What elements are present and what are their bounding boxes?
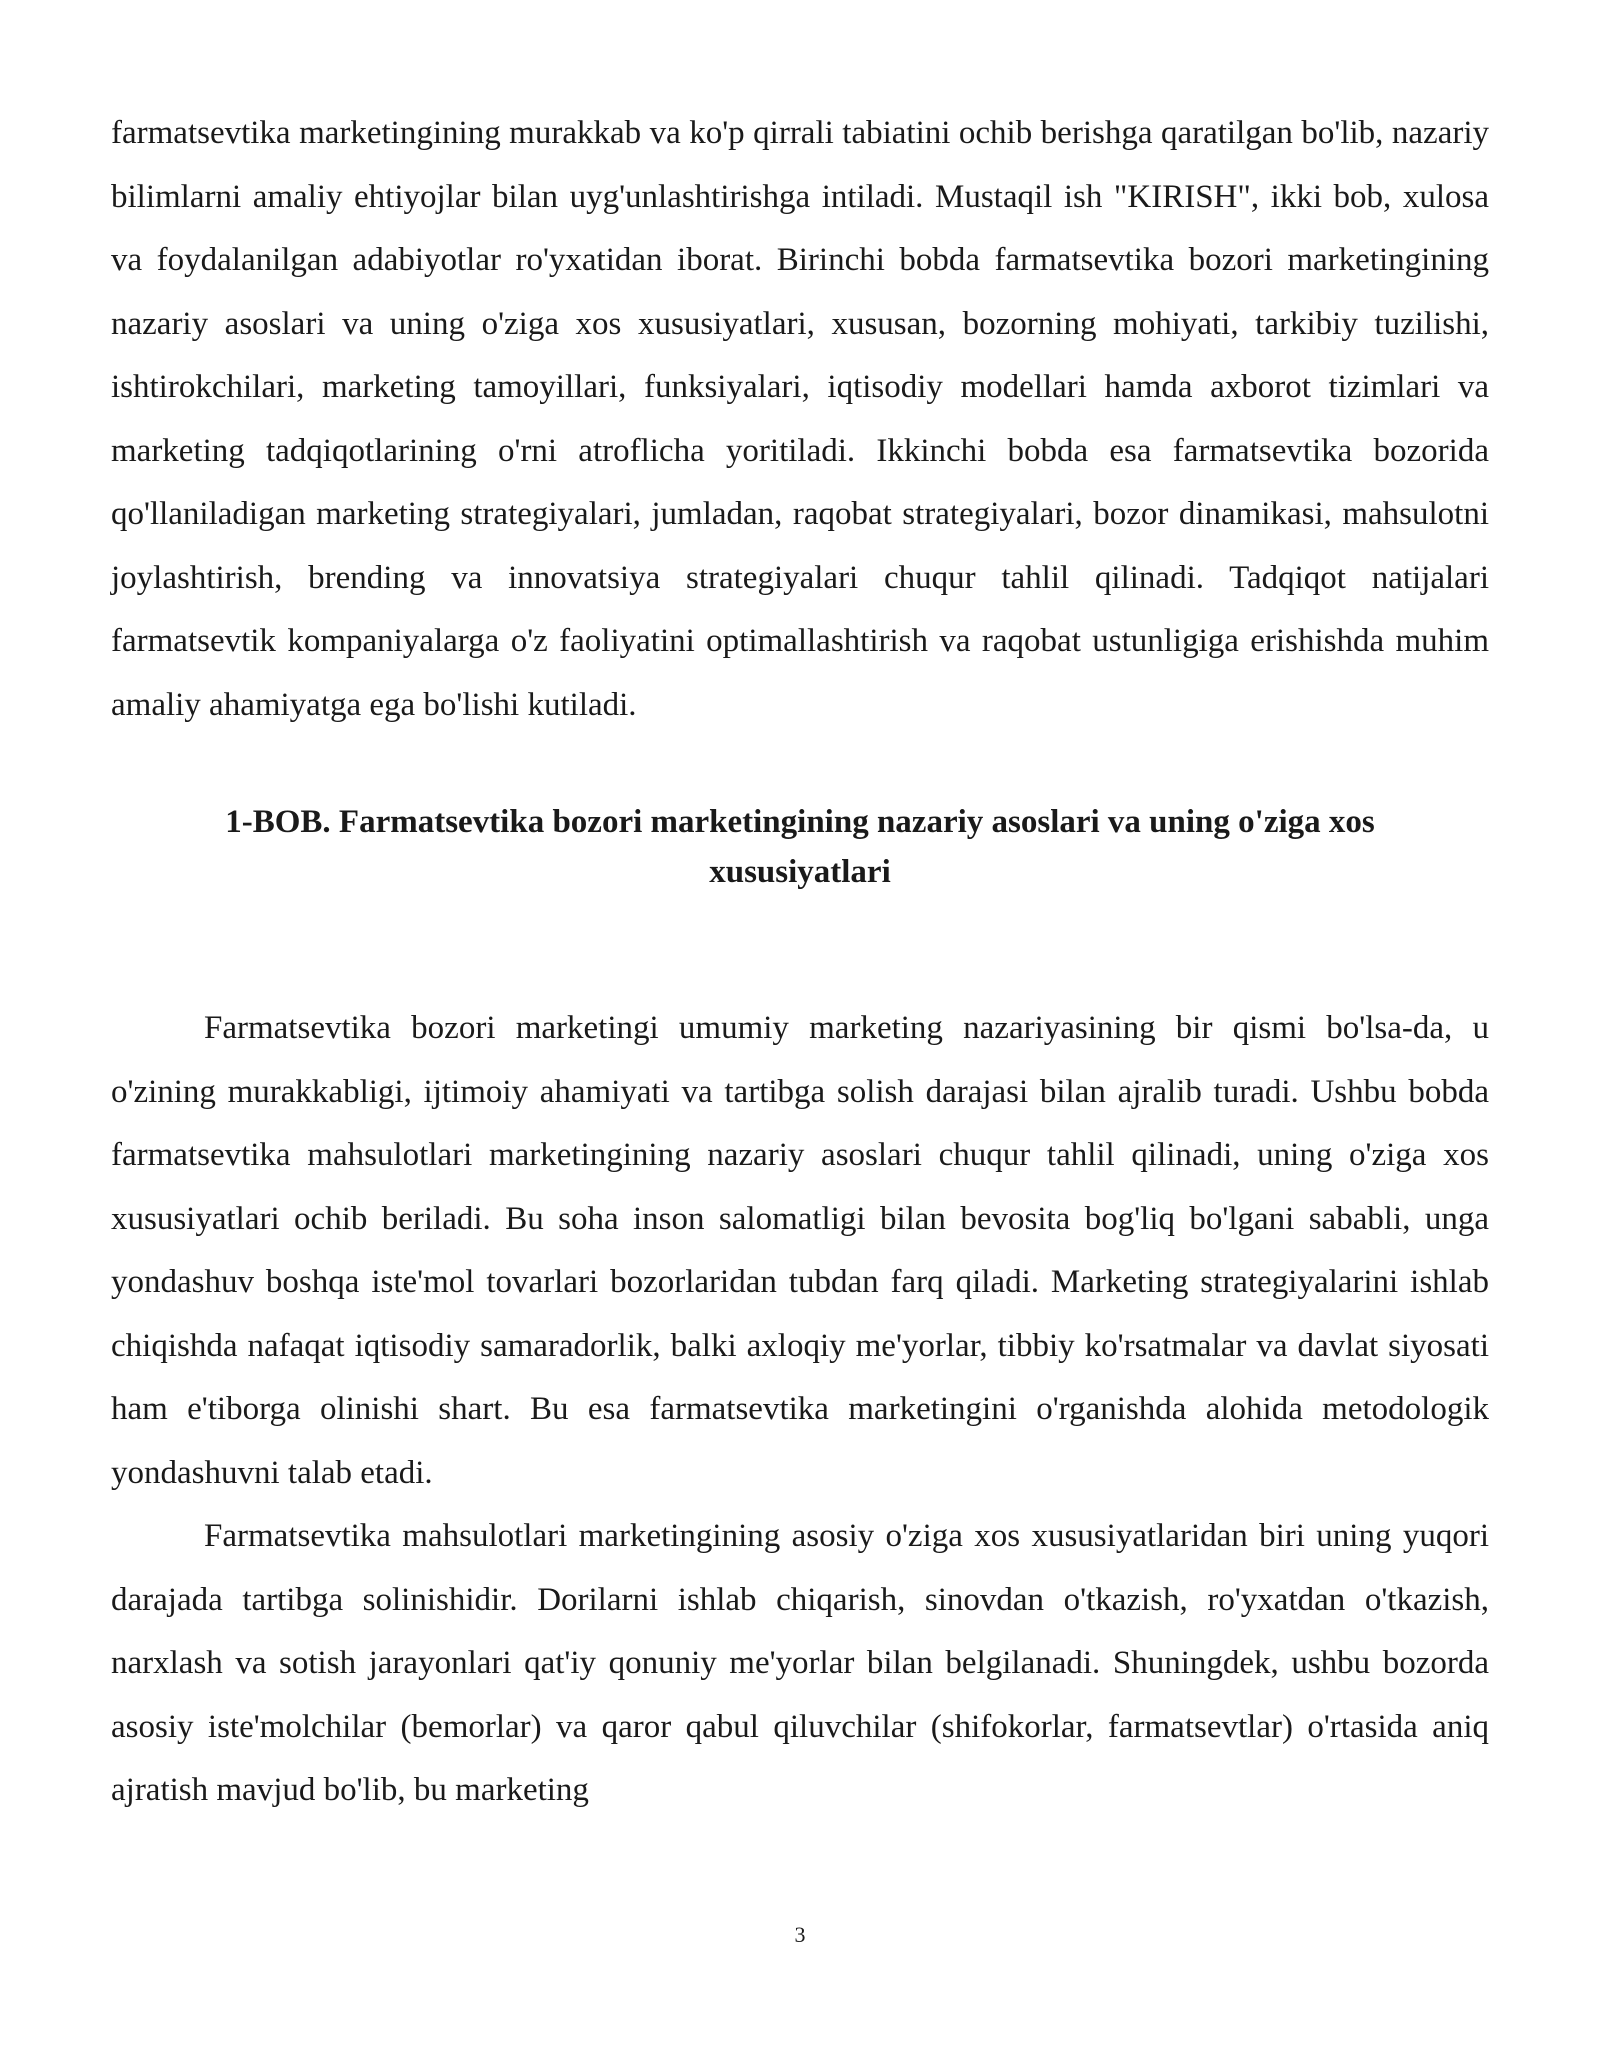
chapter-heading: [111, 797, 1489, 897]
chapter-heading-line-1: 1-BOB. Farmatsevtika bozori marketingining nazariy asoslari va uning o'ziga xos: [225, 804, 1375, 840]
chapter-heading-line-2: xususiyatlari: [709, 854, 891, 890]
document-page: [111, 102, 1489, 1823]
page-number: 3: [794, 1922, 806, 1947]
chapter-paragraph-1: Farmatsevtika bozori marketingi umumiy marketing nazariyasining bir qismi bo'lsa-da, u o'zining murakkabligi, ijtimoiy ahamiyati va tartibga solish darajasi bilan ajralib turadi. Ushbu bobda farmatsevtika mahsulotlari marketingining nazariy asoslari chuqur tahlil qilinadi, uning o'ziga xos xususiyatlari ochib beriladi. Bu soha inson salomatligi bilan bevosita bog'liq bo'lgani sababli, unga yondashuv boshqa iste'mol tovarlari bozorlaridan tubdan farq qiladi. Marketing strategiyalarini ishlab chiqishda nafaqat iqtisodiy samaradorlik, balki axloqiy me'yorlar, tibbiy ko'rsatmalar va davlat siyosati ham e'tiborga olinishi shart. Bu esa farmatsevtika marketingini o'rganishda alohida metodologik yondashuvni talab etadi.: [111, 1010, 1489, 1491]
chapter-paragraph-2: Farmatsevtika mahsulotlari marketingining asosiy o'ziga xos xususiyatlaridan biri uning yuqori darajada tartibga solinishidir. Dorilarni ishlab chiqarish, sinovdan o'tkazish, ro'yxatdan o'tkazish, narxlash va sotish jarayonlari qat'iy qonuniy me'yorlar bilan belgilanadi. Shuningdek, ushbu bozorda asosiy iste'molchilar (bemorlar) va qaror qabul qiluvchilar (shifokorlar, farmatsevtlar) o'rtasida aniq ajratish mavjud bo'lib, bu marketing: [111, 1518, 1489, 1808]
intro-continuation-paragraph: farmatsevtika marketingining murakkab va ko'p qirrali tabiatini ochib berishga qaratilgan bo'lib, nazariy bilimlarni amaliy ehtiyojlar bilan uyg'unlashtirishga intiladi. Mustaqil ish "KIRISH", ikki bob, xulosa va foydalanilgan adabiyotlar ro'yxatidan iborat. Birinchi bobda farmatsevtika bozori marketingining nazariy asoslari va uning o'ziga xos xususiyatlari, xususan, bozorning mohiyati, tarkibiy tuzilishi, ishtirokchilari, marketing tamoyillari, funksiyalari, iqtisodiy modellari hamda axborot tizimlari va marketing tadqiqotlarining o'rni atroflicha yoritiladi. Ikkinchi bobda esa farmatsevtika bozorida qo'llaniladigan marketing strategiyalari, jumladan, raqobat strategiyalari, bozor dinamikasi, mahsulotni joylashtirish, brending va innovatsiya strategiyalari chuqur tahlil qilinadi. Tadqiqot natijalari farmatsevtik kompaniyalarga o'z faoliyatini optimallashtirish va raqobat ustunligiga erishishda muhim amaliy ahamiyatga ega bo'lishi kutiladi.: [111, 115, 1489, 723]
